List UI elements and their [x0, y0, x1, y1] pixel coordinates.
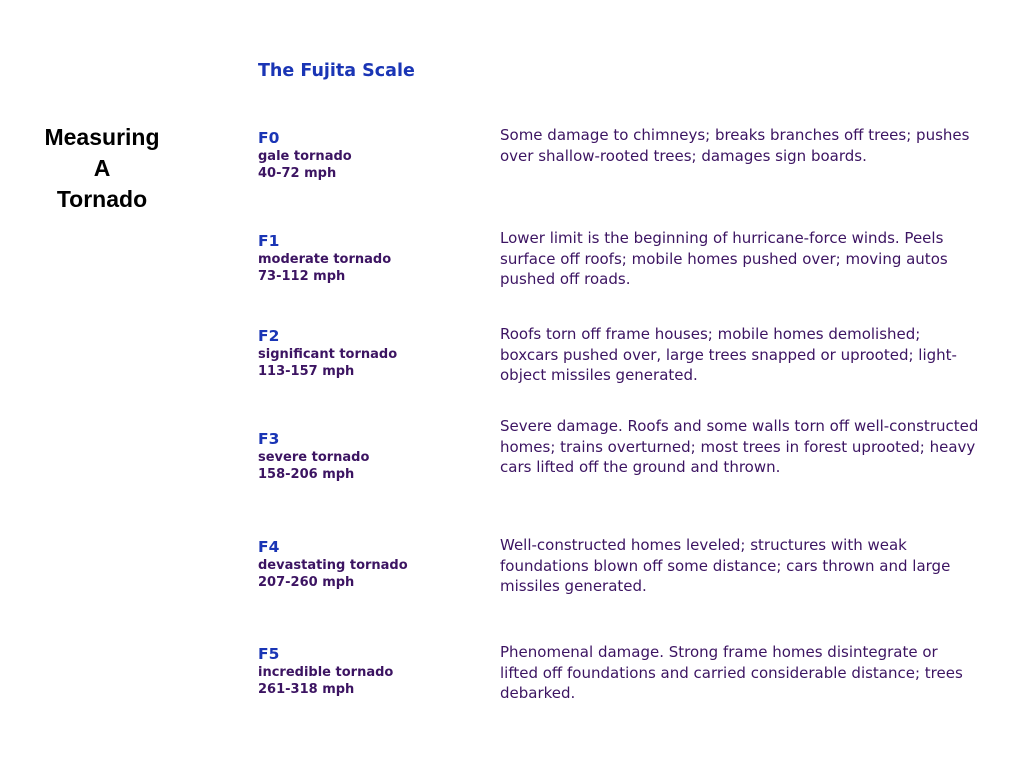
rating-f3 [258, 429, 369, 483]
rating-f3-description: Severe damage. Roofs and some walls torn off well-constructed homes; trains overturned; most trees in forest uprooted; heavy cars lifted off the ground and thrown. [500, 417, 979, 476]
rating-f0-description: Some damage to chimneys; breaks branches off trees; pushes over shallow-rooted trees; damages sign boards. [500, 126, 970, 165]
rating-code: F0 [258, 129, 280, 147]
rating-code: F4 [258, 538, 280, 556]
rating-speed: 113-157 mph [258, 364, 355, 379]
rating-name: gale tornado [258, 149, 352, 164]
rating-speed: 207-260 mph [258, 575, 355, 590]
rating-f2 [258, 326, 397, 380]
rating-f4-description: Well-constructed homes leveled; structures with weak foundations blown off some distance; cars thrown and large missiles generated. [500, 536, 951, 595]
rating-name: severe tornado [258, 450, 370, 465]
rating-speed: 158-206 mph [258, 467, 355, 482]
rating-code: F1 [258, 232, 280, 250]
rating-f1 [258, 231, 391, 285]
rating-f1-description: Lower limit is the beginning of hurricane-force winds. Peels surface off roofs; mobile homes pushed over; moving autos pushed off roads. [500, 229, 948, 288]
rating-name: moderate tornado [258, 252, 392, 267]
rating-code: F5 [258, 645, 280, 663]
rating-f5 [258, 644, 393, 698]
side-title: Measuring A Tornado [44, 124, 160, 212]
rating-speed: 40-72 mph [258, 166, 337, 181]
rating-f4 [258, 537, 408, 591]
rating-code: F3 [258, 430, 280, 448]
rating-f5-description: Phenomenal damage. Strong frame homes disintegrate or lifted off foundations and carried considerable distance; trees debarked. [500, 643, 963, 702]
rating-name: significant tornado [258, 347, 398, 362]
rating-code: F2 [258, 327, 280, 345]
rating-name: incredible tornado [258, 665, 394, 680]
rating-f2-description: Roofs torn off frame houses; mobile homes demolished; boxcars pushed over, large trees snapped or uprooted; light-object missiles generated. [500, 325, 957, 384]
rating-speed: 73-112 mph [258, 269, 346, 284]
scale-title: The Fujita Scale [258, 61, 415, 81]
rating-f0 [258, 128, 352, 182]
rating-speed: 261-318 mph [258, 682, 355, 697]
rating-name: devastating tornado [258, 558, 408, 573]
